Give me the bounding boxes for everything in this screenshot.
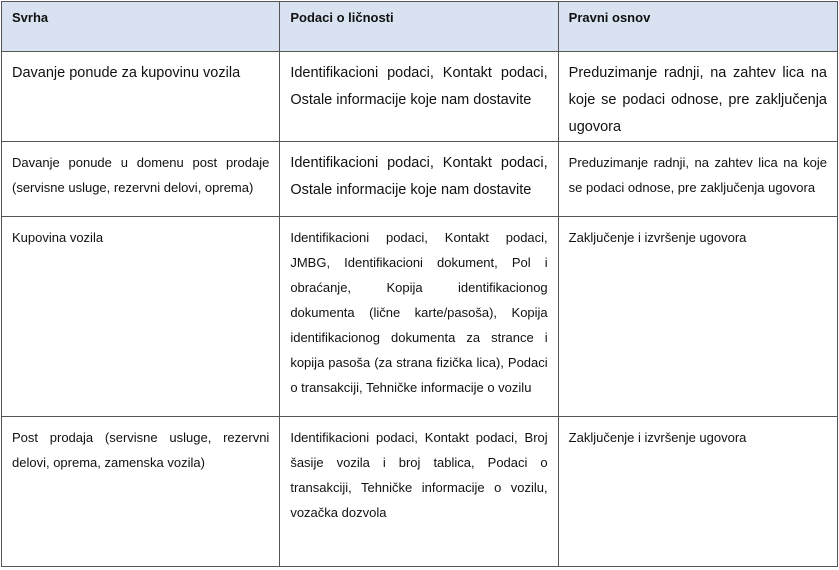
header-podaci-label: Podaci o ličnosti <box>290 10 394 25</box>
cell-text: Identifikacioni podaci, Kontakt podaci, Ostale informacije koje nam dostavite <box>290 65 548 108</box>
cell-text: Identifikacioni podaci, Kontakt podaci, JMBG, Identifikacioni dokument, Pol i obraćanje, Kopija identifikacionog dokumenta (lične karte/pasoša), Kopija identifikacionog dokumenta za strance i kopija pasoša (za strana fizička lica), Podaci o transakciji, Tehničke informacije o vozilu <box>290 230 548 395</box>
cell-svrha <box>2 417 280 567</box>
cell-text: Preduzimanje radnji, na zahtev lica na koje se podaci odnose, pre zaključenja ugovora <box>568 155 827 195</box>
cell-podaci <box>280 417 558 567</box>
cell-osnov <box>558 217 837 417</box>
cell-osnov <box>558 52 837 142</box>
table-row <box>2 217 838 417</box>
table-row <box>2 142 838 217</box>
header-podaci <box>280 2 558 52</box>
cell-osnov <box>558 142 837 217</box>
cell-osnov <box>558 417 837 567</box>
cell-text: Davanje ponude za kupovinu vozila <box>12 65 241 81</box>
cell-text: Davanje ponude u domenu post prodaje (servisne usluge, rezervni delovi, oprema) <box>12 155 270 195</box>
cell-podaci <box>280 142 558 217</box>
header-svrha-label: Svrha <box>12 10 49 25</box>
data-table <box>1 1 838 567</box>
cell-text: Preduzimanje radnji, na zahtev lica na koje se podaci odnose, pre zaključenja ugovora <box>568 65 827 135</box>
cell-podaci <box>280 52 558 142</box>
header-osnov-label: Pravni osnov <box>568 10 651 25</box>
cell-text: Post prodaja (servisne usluge, rezervni delovi, oprema, zamenska vozila) <box>12 430 270 470</box>
header-row <box>2 2 838 52</box>
table-row <box>2 52 838 142</box>
cell-text: Identifikacioni podaci, Kontakt podaci, Ostale informacije koje nam dostavite <box>290 155 548 198</box>
cell-text: Zaključenje i izvršenje ugovora <box>568 230 747 245</box>
cell-svrha <box>2 142 280 217</box>
cell-svrha <box>2 52 280 142</box>
header-svrha <box>2 2 280 52</box>
cell-text: Identifikacioni podaci, Kontakt podaci, Broj šasije vozila i broj tablica, Podaci o transakciji, Tehničke informacije o vozilu, vozačka dozvola <box>290 430 548 520</box>
table-row <box>2 417 838 567</box>
cell-text: Kupovina vozila <box>12 230 104 245</box>
cell-text: Zaključenje i izvršenje ugovora <box>568 430 747 445</box>
cell-podaci <box>280 217 558 417</box>
header-osnov <box>558 2 837 52</box>
cell-svrha <box>2 217 280 417</box>
